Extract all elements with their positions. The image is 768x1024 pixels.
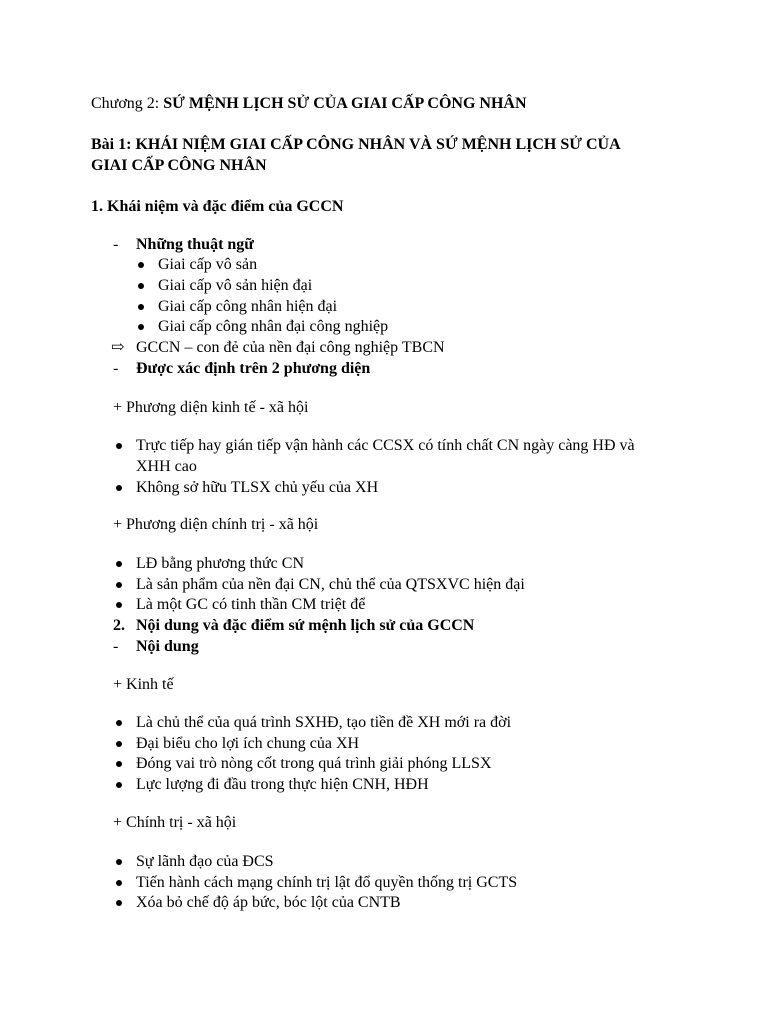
term-item: Giai cấp công nhân hiện đại bbox=[158, 298, 338, 315]
politics-heading: + Chính trị - xã hội bbox=[113, 814, 237, 831]
politics-item: Xóa bỏ chế độ áp bức, bóc lột của CNTB bbox=[136, 894, 401, 911]
section-1-heading: 1. Khái niệm và đặc điểm của GCCN bbox=[91, 198, 344, 215]
bullet-icon bbox=[116, 741, 122, 747]
bullet-icon bbox=[116, 485, 122, 491]
term-item: Giai cấp vô sản hiện đại bbox=[158, 277, 313, 294]
terms-title: Những thuật ngữ bbox=[136, 236, 254, 253]
bullet-icon bbox=[116, 561, 122, 567]
lesson-title-line-2: GIAI CẤP CÔNG NHÂN bbox=[91, 157, 267, 174]
conclusion-text: GCCN – con đẻ của nền đại công nghiệp TBCN bbox=[136, 339, 445, 356]
bullet-icon bbox=[116, 720, 122, 726]
bullet-icon bbox=[138, 283, 144, 289]
econ-item: Không sở hữu TLSX chủ yếu của XH bbox=[136, 479, 379, 496]
bullet-icon bbox=[116, 859, 122, 865]
chapter-prefix: Chương 2: bbox=[91, 95, 164, 112]
section-2-heading: Nội dung và đặc điểm sứ mệnh lịch sử của GCCN bbox=[136, 617, 475, 634]
bullet-icon bbox=[116, 582, 122, 588]
bullet-icon bbox=[116, 782, 122, 788]
bullet-icon bbox=[116, 761, 122, 767]
economy-item: Đóng vai trò nòng cốt trong quá trình giải phóng LLSX bbox=[136, 755, 492, 772]
dash-marker: - bbox=[113, 638, 119, 655]
bullet-icon bbox=[116, 443, 122, 449]
bullet-icon bbox=[116, 880, 122, 886]
political-item: Là một GC có tinh thần CM triệt để bbox=[136, 596, 366, 613]
section-2-number: 2. bbox=[113, 617, 125, 634]
arrow-icon: ⇨ bbox=[111, 339, 125, 356]
economy-item: Là chủ thể của quá trình SXHĐ, tạo tiền đề XH mới ra đời bbox=[136, 714, 512, 731]
bullet-icon bbox=[116, 602, 122, 608]
term-item: Giai cấp vô sản bbox=[158, 256, 258, 273]
bullet-icon bbox=[138, 324, 144, 330]
dash-marker: - bbox=[113, 360, 119, 377]
dash-marker: - bbox=[113, 236, 119, 253]
economy-heading: + Kinh tế bbox=[113, 676, 174, 693]
economy-item: Đại biểu cho lợi ích chung của XH bbox=[136, 735, 360, 752]
lesson-title-line-1: Bài 1: KHÁI NIỆM GIAI CẤP CÔNG NHÂN VÀ SỨ MỆNH LỊCH SỬ CỦA bbox=[91, 136, 621, 153]
econ-social-heading: + Phương diện kinh tế - xã hội bbox=[113, 399, 309, 416]
econ-item-line-2: XHH cao bbox=[136, 458, 197, 475]
political-social-heading: + Phương diện chính trị - xã hội bbox=[113, 516, 319, 533]
political-item: LĐ bằng phương thức CN bbox=[136, 555, 305, 572]
bullet-icon bbox=[138, 304, 144, 310]
defined-title: Được xác định trên 2 phương diện bbox=[136, 360, 371, 377]
content-title: Nội dung bbox=[136, 638, 199, 655]
econ-item-line-1: Trực tiếp hay gián tiếp vận hành các CCSX có tính chất CN ngày càng HĐ và bbox=[136, 437, 635, 454]
politics-item: Tiến hành cách mạng chính trị lật đổ quyền thống trị GCTS bbox=[136, 874, 518, 891]
term-item: Giai cấp công nhân đại công nghiệp bbox=[158, 318, 389, 335]
economy-item: Lực lượng đi đầu trong thực hiện CNH, HĐH bbox=[136, 776, 429, 793]
politics-item: Sự lãnh đạo của ĐCS bbox=[136, 853, 274, 870]
bullet-icon bbox=[138, 262, 144, 268]
political-item: Là sản phẩm của nền đại CN, chủ thể của QTSXVC hiện đại bbox=[136, 576, 525, 593]
chapter-title bbox=[91, 94, 527, 114]
bullet-icon bbox=[116, 900, 122, 906]
chapter-heading: SỨ MỆNH LỊCH SỬ CỦA GIAI CẤP CÔNG NHÂN bbox=[163, 95, 527, 112]
